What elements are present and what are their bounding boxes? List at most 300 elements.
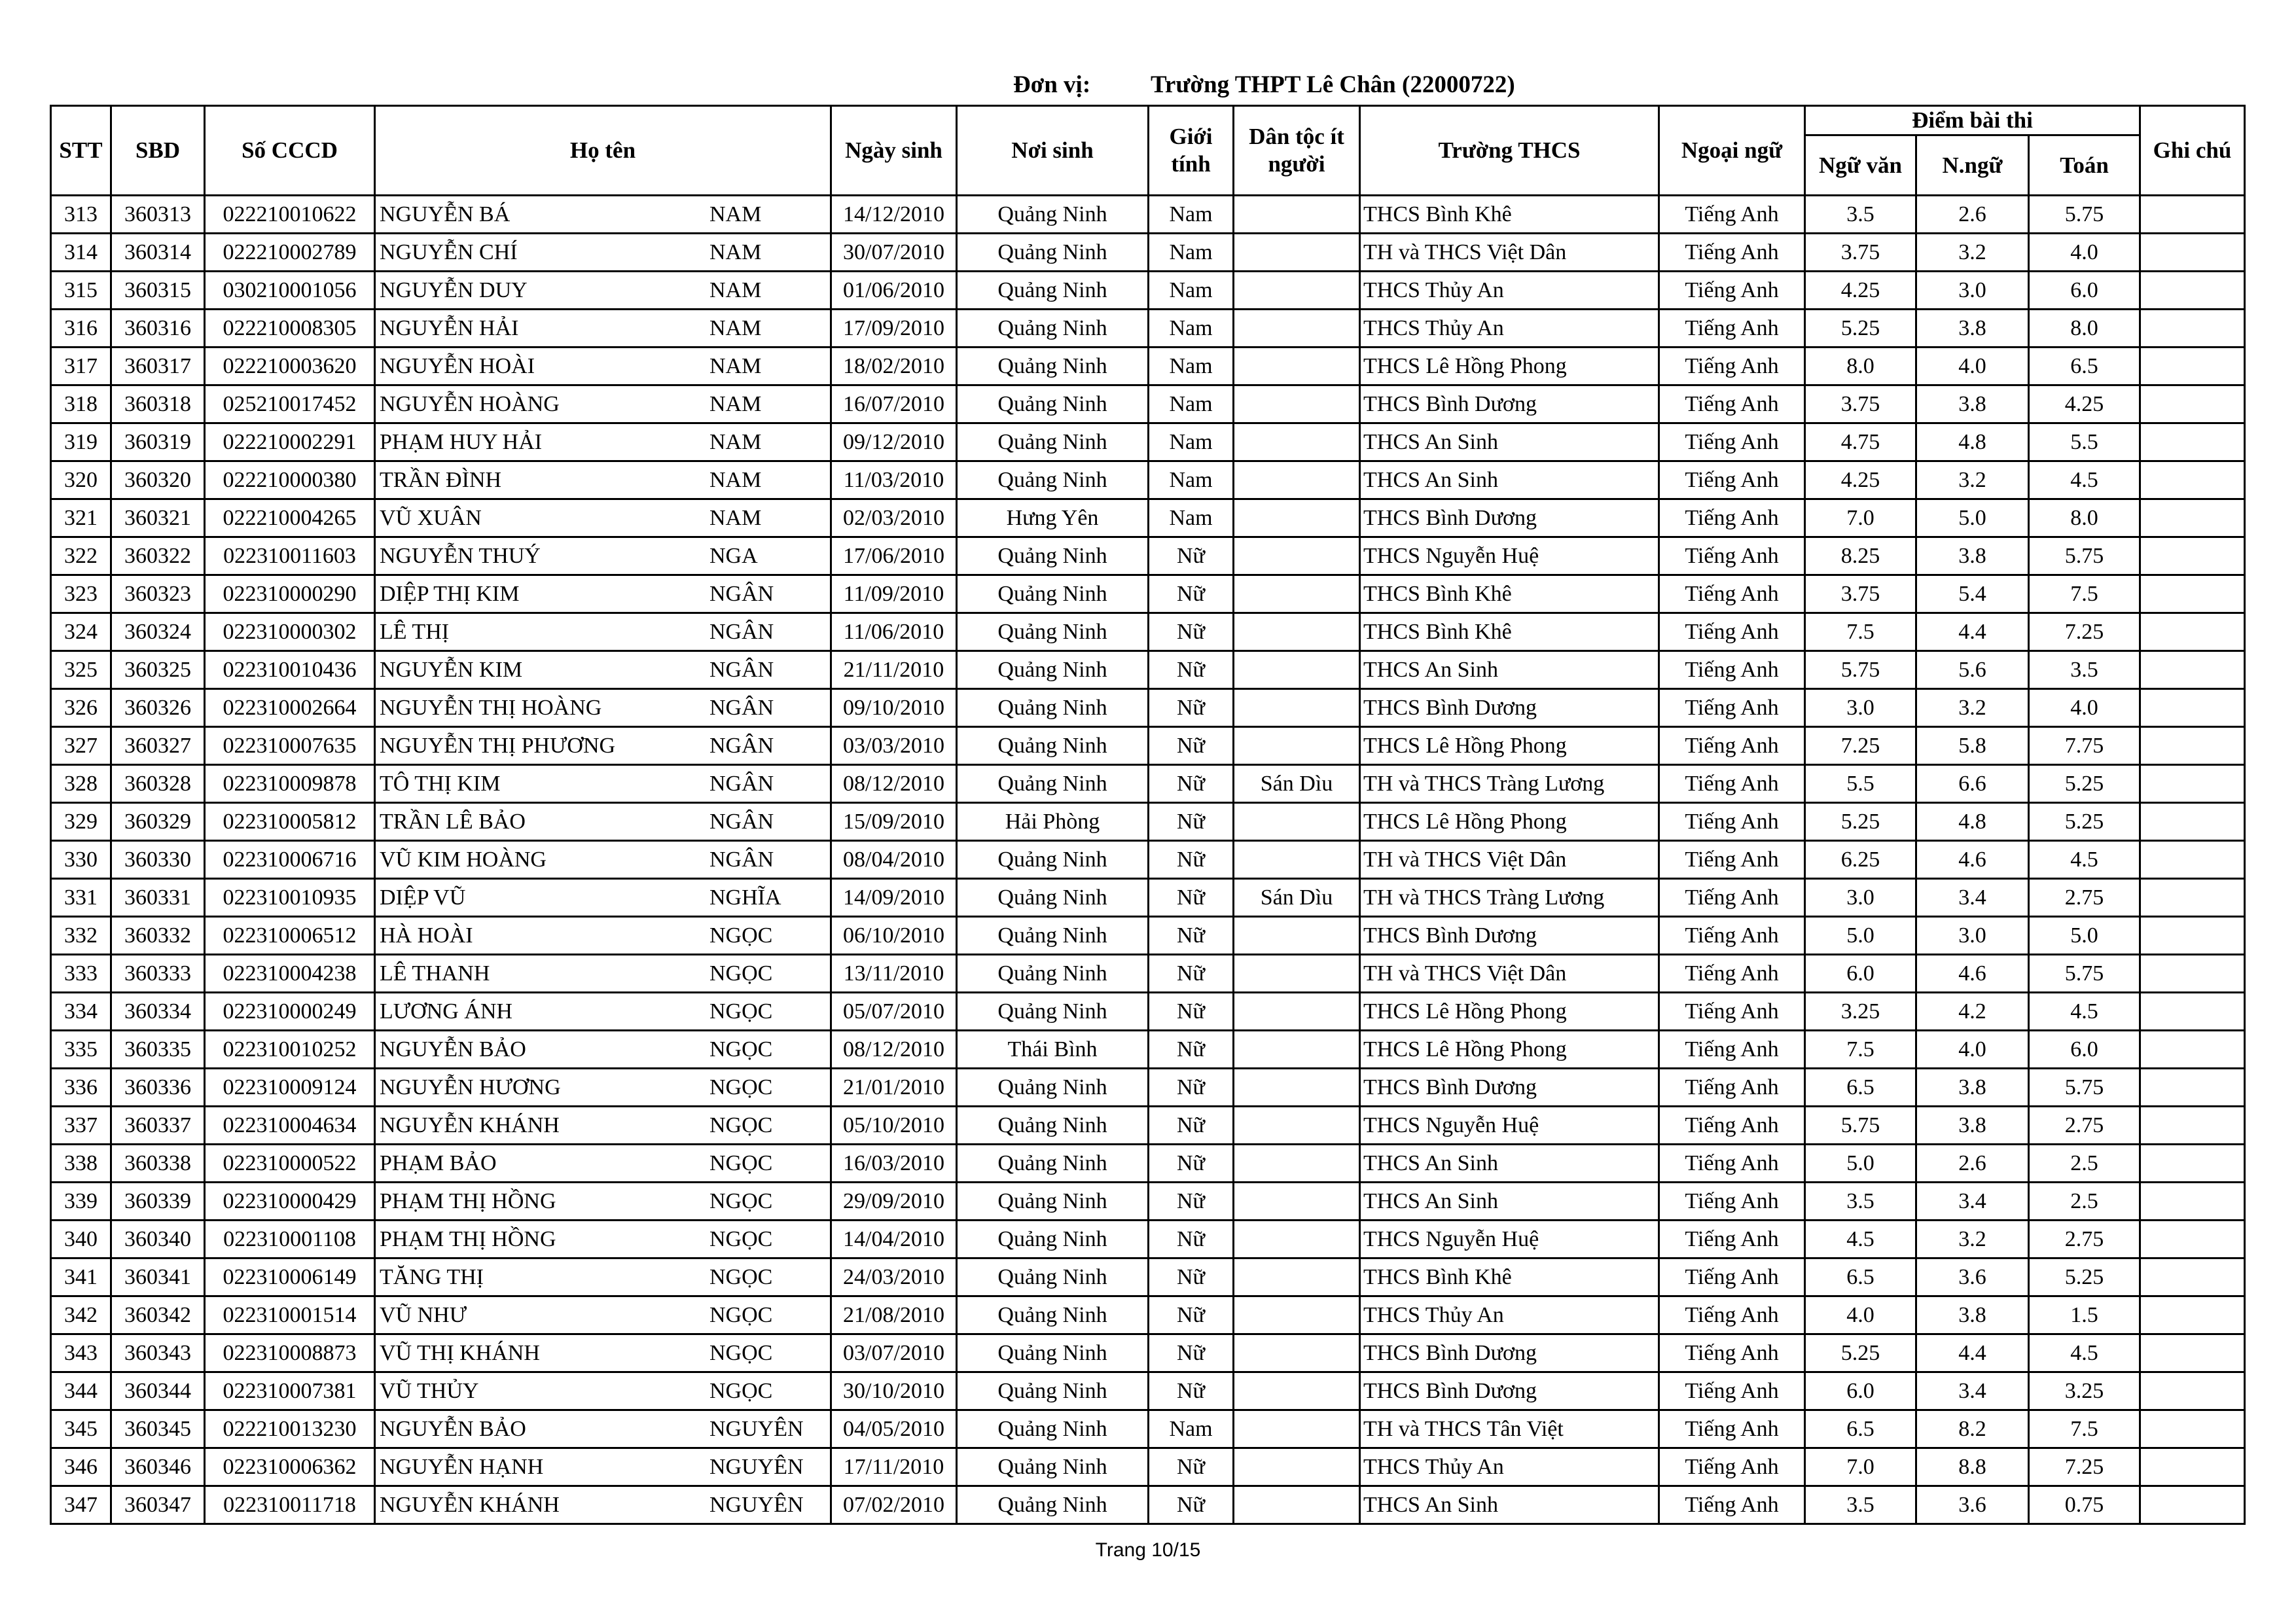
cell-dob: 05/10/2010	[831, 1107, 957, 1145]
cell-stt: 336	[51, 1069, 111, 1107]
cell-gender: Nữ	[1149, 575, 1234, 613]
cell-dob: 07/02/2010	[831, 1486, 957, 1524]
last-middle-name: TRẦN LÊ BẢO	[380, 810, 526, 834]
last-middle-name: NGUYỄN BÁ	[380, 202, 511, 226]
cell-sbd: 360320	[111, 461, 205, 499]
cell-dob: 03/07/2010	[831, 1334, 957, 1372]
cell-name	[375, 841, 831, 879]
cell-cccd: 022210013230	[205, 1410, 375, 1448]
cell-note	[2140, 348, 2245, 385]
cell-dob: 05/07/2010	[831, 993, 957, 1031]
cell-flang: 5.6	[1916, 651, 2029, 689]
cell-name	[375, 537, 831, 575]
cell-gender: Nữ	[1149, 765, 1234, 803]
cell-cccd: 022310005812	[205, 803, 375, 841]
cell-math: 6.0	[2029, 272, 2140, 310]
cell-note	[2140, 1410, 2245, 1448]
cell-pob: Quảng Ninh	[957, 385, 1149, 423]
cell-flang: 5.8	[1916, 727, 2029, 765]
cell-math: 2.75	[2029, 879, 2140, 917]
cell-gender: Nữ	[1149, 879, 1234, 917]
table-row	[51, 689, 2245, 727]
first-name: NGỌC	[709, 923, 773, 948]
cell-lit: 8.25	[1805, 537, 1916, 575]
cell-ethnic	[1234, 1410, 1360, 1448]
cell-gender: Nữ	[1149, 1183, 1234, 1221]
cell-math: 7.25	[2029, 613, 2140, 651]
last-middle-name: NGUYỄN HẠNH	[380, 1455, 544, 1479]
cell-lang: Tiếng Anh	[1659, 1334, 1805, 1372]
cell-lang: Tiếng Anh	[1659, 196, 1805, 234]
cell-lang: Tiếng Anh	[1659, 499, 1805, 537]
cell-lit: 3.75	[1805, 575, 1916, 613]
cell-pob: Quảng Ninh	[957, 689, 1149, 727]
cell-ethnic	[1234, 1145, 1360, 1183]
cell-flang: 4.8	[1916, 803, 2029, 841]
cell-name	[375, 955, 831, 993]
cell-ethnic	[1234, 272, 1360, 310]
cell-stt: 328	[51, 765, 111, 803]
cell-sbd: 360316	[111, 310, 205, 348]
cell-pob: Quảng Ninh	[957, 879, 1149, 917]
cell-flang: 3.2	[1916, 461, 2029, 499]
cell-dob: 08/04/2010	[831, 841, 957, 879]
last-middle-name: VŨ THỦY	[380, 1379, 479, 1403]
first-name: NGÂN	[709, 658, 774, 682]
cell-sbd: 360335	[111, 1031, 205, 1069]
cell-stt: 343	[51, 1334, 111, 1372]
cell-cccd: 022210004265	[205, 499, 375, 537]
cell-name	[375, 272, 831, 310]
last-middle-name: DIỆP VŨ	[380, 885, 466, 910]
cell-dob: 21/01/2010	[831, 1069, 957, 1107]
cell-sbd: 360315	[111, 272, 205, 310]
cell-pob: Quảng Ninh	[957, 993, 1149, 1031]
first-name: NGỌC	[709, 1265, 773, 1289]
cell-cccd: 022310000429	[205, 1183, 375, 1221]
cell-lit: 6.5	[1805, 1069, 1916, 1107]
cell-flang: 2.6	[1916, 196, 2029, 234]
cell-pob: Quảng Ninh	[957, 1372, 1149, 1410]
col-flang: N.ngữ	[1916, 135, 2029, 196]
cell-ethnic	[1234, 651, 1360, 689]
cell-note	[2140, 803, 2245, 841]
cell-gender: Nữ	[1149, 1069, 1234, 1107]
cell-stt: 342	[51, 1296, 111, 1334]
cell-pob: Quảng Ninh	[957, 348, 1149, 385]
cell-cccd: 022310010252	[205, 1031, 375, 1069]
cell-lit: 3.5	[1805, 1486, 1916, 1524]
col-school: Trường THCS	[1360, 106, 1659, 196]
cell-note	[2140, 461, 2245, 499]
cell-name	[375, 1372, 831, 1410]
cell-dob: 13/11/2010	[831, 955, 957, 993]
first-name: NGỌC	[709, 1037, 773, 1061]
first-name: NGUYÊN	[709, 1493, 804, 1517]
cell-name	[375, 461, 831, 499]
cell-note	[2140, 1334, 2245, 1372]
table-row	[51, 234, 2245, 272]
cell-note	[2140, 234, 2245, 272]
cell-lit: 3.0	[1805, 879, 1916, 917]
first-name: NAM	[709, 202, 762, 226]
first-name: NGỌC	[709, 1227, 773, 1251]
cell-school: THCS An Sinh	[1360, 423, 1659, 461]
table-row	[51, 879, 2245, 917]
table-row	[51, 1296, 2245, 1334]
cell-flang: 4.6	[1916, 955, 2029, 993]
last-middle-name: NGUYỄN CHÍ	[380, 240, 518, 264]
cell-school: THCS An Sinh	[1360, 1145, 1659, 1183]
cell-pob: Quảng Ninh	[957, 1145, 1149, 1183]
cell-ethnic	[1234, 499, 1360, 537]
table-row	[51, 310, 2245, 348]
cell-lang: Tiếng Anh	[1659, 461, 1805, 499]
cell-sbd: 360336	[111, 1069, 205, 1107]
cell-ethnic	[1234, 841, 1360, 879]
first-name: NAM	[709, 468, 762, 492]
cell-dob: 16/03/2010	[831, 1145, 957, 1183]
col-sbd: SBD	[111, 106, 205, 196]
cell-name	[375, 689, 831, 727]
cell-name	[375, 423, 831, 461]
last-middle-name: VŨ KIM HOÀNG	[380, 847, 547, 872]
first-name: NGÂN	[709, 772, 774, 796]
cell-lang: Tiếng Anh	[1659, 1486, 1805, 1524]
cell-lit: 6.25	[1805, 841, 1916, 879]
cell-lit: 4.5	[1805, 1221, 1916, 1258]
cell-school: TH và THCS Tân Việt	[1360, 1410, 1659, 1448]
cell-cccd: 022310001108	[205, 1221, 375, 1258]
cell-school: THCS Lê Hồng Phong	[1360, 1031, 1659, 1069]
cell-name	[375, 1031, 831, 1069]
cell-sbd: 360331	[111, 879, 205, 917]
cell-gender: Nam	[1149, 499, 1234, 537]
cell-flang: 8.8	[1916, 1448, 2029, 1486]
cell-sbd: 360326	[111, 689, 205, 727]
first-name: NGÂN	[709, 734, 774, 758]
cell-math: 3.5	[2029, 651, 2140, 689]
cell-ethnic	[1234, 993, 1360, 1031]
cell-pob: Quảng Ninh	[957, 272, 1149, 310]
cell-note	[2140, 196, 2245, 234]
cell-math: 4.0	[2029, 689, 2140, 727]
cell-pob: Quảng Ninh	[957, 955, 1149, 993]
cell-cccd: 022310000249	[205, 993, 375, 1031]
cell-math: 4.5	[2029, 461, 2140, 499]
cell-name	[375, 1486, 831, 1524]
cell-dob: 11/03/2010	[831, 461, 957, 499]
cell-name	[375, 1410, 831, 1448]
cell-dob: 14/12/2010	[831, 196, 957, 234]
cell-ethnic	[1234, 310, 1360, 348]
cell-math: 5.75	[2029, 1069, 2140, 1107]
cell-ethnic	[1234, 575, 1360, 613]
first-name: NAM	[709, 278, 762, 302]
cell-name	[375, 348, 831, 385]
cell-math: 4.25	[2029, 385, 2140, 423]
cell-cccd: 022310006362	[205, 1448, 375, 1486]
cell-school: THCS Bình Dương	[1360, 385, 1659, 423]
cell-sbd: 360319	[111, 423, 205, 461]
cell-pob: Quảng Ninh	[957, 575, 1149, 613]
last-middle-name: NGUYỄN HOÀNG	[380, 392, 560, 416]
cell-flang: 5.4	[1916, 575, 2029, 613]
cell-flang: 3.8	[1916, 1107, 2029, 1145]
cell-lit: 5.75	[1805, 651, 1916, 689]
last-middle-name: NGUYỄN DUY	[380, 278, 528, 302]
cell-lit: 6.5	[1805, 1258, 1916, 1296]
cell-stt: 339	[51, 1183, 111, 1221]
cell-flang: 8.2	[1916, 1410, 2029, 1448]
cell-school: THCS An Sinh	[1360, 1486, 1659, 1524]
cell-dob: 14/04/2010	[831, 1221, 957, 1258]
first-name: NGỌC	[709, 1075, 773, 1099]
cell-math: 7.5	[2029, 575, 2140, 613]
cell-school: THCS Thủy An	[1360, 1296, 1659, 1334]
first-name: NGÂN	[709, 847, 774, 872]
table-row	[51, 461, 2245, 499]
cell-gender: Nam	[1149, 234, 1234, 272]
cell-dob: 30/07/2010	[831, 234, 957, 272]
last-middle-name: TÔ THỊ KIM	[380, 772, 501, 796]
first-name: NGỌC	[709, 961, 773, 986]
cell-lang: Tiếng Anh	[1659, 727, 1805, 765]
col-cccd: Số CCCD	[205, 106, 375, 196]
cell-stt: 315	[51, 272, 111, 310]
cell-school: THCS Bình Khê	[1360, 1258, 1659, 1296]
cell-math: 6.5	[2029, 348, 2140, 385]
cell-pob: Quảng Ninh	[957, 651, 1149, 689]
cell-lit: 3.5	[1805, 1183, 1916, 1221]
cell-math: 5.25	[2029, 765, 2140, 803]
cell-gender: Nữ	[1149, 1258, 1234, 1296]
cell-cccd: 022210010622	[205, 196, 375, 234]
cell-gender: Nữ	[1149, 1448, 1234, 1486]
cell-flang: 3.8	[1916, 537, 2029, 575]
cell-note	[2140, 537, 2245, 575]
cell-name	[375, 1221, 831, 1258]
cell-lang: Tiếng Anh	[1659, 537, 1805, 575]
cell-name	[375, 1334, 831, 1372]
cell-cccd: 022310002664	[205, 689, 375, 727]
cell-school: THCS Bình Dương	[1360, 1069, 1659, 1107]
cell-lit: 5.0	[1805, 1145, 1916, 1183]
cell-ethnic	[1234, 1372, 1360, 1410]
cell-school: THCS Lê Hồng Phong	[1360, 803, 1659, 841]
cell-name	[375, 917, 831, 955]
cell-cccd: 022210002789	[205, 234, 375, 272]
cell-lang: Tiếng Anh	[1659, 841, 1805, 879]
cell-gender: Nữ	[1149, 689, 1234, 727]
col-note: Ghi chú	[2140, 106, 2245, 196]
first-name: NGÂN	[709, 620, 774, 644]
cell-dob: 29/09/2010	[831, 1183, 957, 1221]
cell-dob: 21/11/2010	[831, 651, 957, 689]
cell-lang: Tiếng Anh	[1659, 1221, 1805, 1258]
cell-dob: 09/12/2010	[831, 423, 957, 461]
cell-flang: 3.2	[1916, 1221, 2029, 1258]
cell-flang: 3.4	[1916, 1372, 2029, 1410]
cell-math: 4.5	[2029, 993, 2140, 1031]
last-middle-name: LÊ THỊ	[380, 620, 450, 644]
cell-lang: Tiếng Anh	[1659, 765, 1805, 803]
cell-ethnic	[1234, 917, 1360, 955]
first-name: NGỌC	[709, 1151, 773, 1175]
cell-pob: Hưng Yên	[957, 499, 1149, 537]
table-row	[51, 993, 2245, 1031]
cell-math: 7.5	[2029, 1410, 2140, 1448]
cell-stt: 338	[51, 1145, 111, 1183]
cell-gender: Nam	[1149, 461, 1234, 499]
cell-dob: 17/11/2010	[831, 1448, 957, 1486]
table-row	[51, 272, 2245, 310]
cell-sbd: 360341	[111, 1258, 205, 1296]
last-middle-name: NGUYỄN HOÀI	[380, 354, 535, 378]
cell-cccd: 022310006149	[205, 1258, 375, 1296]
col-math: Toán	[2029, 135, 2140, 196]
cell-note	[2140, 879, 2245, 917]
cell-stt: 313	[51, 196, 111, 234]
cell-school: TH và THCS Việt Dân	[1360, 234, 1659, 272]
cell-school: TH và THCS Tràng Lương	[1360, 765, 1659, 803]
cell-cccd: 022210000380	[205, 461, 375, 499]
cell-flang: 3.0	[1916, 917, 2029, 955]
cell-ethnic	[1234, 1334, 1360, 1372]
cell-lang: Tiếng Anh	[1659, 385, 1805, 423]
cell-dob: 09/10/2010	[831, 689, 957, 727]
cell-lit: 3.25	[1805, 993, 1916, 1031]
cell-lang: Tiếng Anh	[1659, 1107, 1805, 1145]
col-stt: STT	[51, 106, 111, 196]
cell-sbd: 360338	[111, 1145, 205, 1183]
cell-stt: 321	[51, 499, 111, 537]
cell-ethnic	[1234, 1183, 1360, 1221]
cell-lang: Tiếng Anh	[1659, 917, 1805, 955]
cell-gender: Nam	[1149, 196, 1234, 234]
cell-pob: Quảng Ninh	[957, 1069, 1149, 1107]
cell-stt: 314	[51, 234, 111, 272]
col-dob: Ngày sinh	[831, 106, 957, 196]
cell-gender: Nữ	[1149, 1486, 1234, 1524]
cell-note	[2140, 272, 2245, 310]
first-name: NGUYÊN	[709, 1417, 804, 1441]
cell-pob: Quảng Ninh	[957, 1296, 1149, 1334]
table-row	[51, 613, 2245, 651]
cell-cccd: 022310009878	[205, 765, 375, 803]
cell-math: 4.5	[2029, 1334, 2140, 1372]
last-middle-name: PHẠM THỊ HỒNG	[380, 1227, 556, 1251]
first-name: NGUYÊN	[709, 1455, 804, 1479]
last-middle-name: LƯƠNG ÁNH	[380, 999, 512, 1024]
cell-gender: Nam	[1149, 310, 1234, 348]
cell-sbd: 360345	[111, 1410, 205, 1448]
cell-gender: Nữ	[1149, 955, 1234, 993]
table-row	[51, 575, 2245, 613]
cell-math: 5.75	[2029, 955, 2140, 993]
cell-cccd: 022310011603	[205, 537, 375, 575]
cell-note	[2140, 727, 2245, 765]
cell-name	[375, 1448, 831, 1486]
cell-school: THCS Bình Khê	[1360, 575, 1659, 613]
cell-flang: 4.4	[1916, 613, 2029, 651]
first-name: NGA	[709, 544, 758, 568]
table-row	[51, 385, 2245, 423]
table-row	[51, 1031, 2245, 1069]
cell-note	[2140, 1258, 2245, 1296]
cell-lit: 5.25	[1805, 1334, 1916, 1372]
last-middle-name: NGUYỄN BẢO	[380, 1417, 526, 1441]
cell-cccd: 022310000302	[205, 613, 375, 651]
cell-sbd: 360344	[111, 1372, 205, 1410]
last-middle-name: NGUYỄN THUÝ	[380, 544, 541, 568]
cell-dob: 18/02/2010	[831, 348, 957, 385]
cell-lang: Tiếng Anh	[1659, 1296, 1805, 1334]
cell-note	[2140, 1448, 2245, 1486]
table-row	[51, 1410, 2245, 1448]
cell-note	[2140, 1145, 2245, 1183]
cell-name	[375, 385, 831, 423]
cell-sbd: 360327	[111, 727, 205, 765]
cell-pob: Quảng Ninh	[957, 423, 1149, 461]
cell-flang: 3.6	[1916, 1258, 2029, 1296]
cell-math: 0.75	[2029, 1486, 2140, 1524]
cell-stt: 326	[51, 689, 111, 727]
cell-flang: 2.6	[1916, 1145, 2029, 1183]
cell-math: 7.75	[2029, 727, 2140, 765]
cell-stt: 319	[51, 423, 111, 461]
cell-ethnic	[1234, 1486, 1360, 1524]
cell-name	[375, 1107, 831, 1145]
cell-stt: 334	[51, 993, 111, 1031]
table-row	[51, 1258, 2245, 1296]
cell-lang: Tiếng Anh	[1659, 272, 1805, 310]
cell-ethnic	[1234, 1221, 1360, 1258]
cell-note	[2140, 651, 2245, 689]
table-row	[51, 765, 2245, 803]
cell-flang: 5.0	[1916, 499, 2029, 537]
cell-lit: 5.75	[1805, 1107, 1916, 1145]
cell-sbd: 360346	[111, 1448, 205, 1486]
cell-school: THCS Nguyễn Huệ	[1360, 1107, 1659, 1145]
cell-ethnic	[1234, 1258, 1360, 1296]
cell-sbd: 360342	[111, 1296, 205, 1334]
cell-gender: Nam	[1149, 1410, 1234, 1448]
cell-math: 1.5	[2029, 1296, 2140, 1334]
cell-lang: Tiếng Anh	[1659, 689, 1805, 727]
cell-cccd: 022310011718	[205, 1486, 375, 1524]
last-middle-name: VŨ XUÂN	[380, 506, 482, 530]
last-middle-name: TĂNG THỊ	[380, 1265, 484, 1289]
cell-note	[2140, 499, 2245, 537]
first-name: NGHĨA	[709, 885, 781, 910]
last-middle-name: NGUYỄN THỊ PHƯƠNG	[380, 734, 616, 758]
cell-lang: Tiếng Anh	[1659, 1031, 1805, 1069]
cell-school: THCS Bình Dương	[1360, 1334, 1659, 1372]
cell-ethnic	[1234, 1069, 1360, 1107]
col-pob: Nơi sinh	[957, 106, 1149, 196]
cell-lang: Tiếng Anh	[1659, 1069, 1805, 1107]
cell-pob: Quảng Ninh	[957, 613, 1149, 651]
cell-dob: 21/08/2010	[831, 1296, 957, 1334]
cell-stt: 347	[51, 1486, 111, 1524]
table-row	[51, 917, 2245, 955]
cell-name	[375, 803, 831, 841]
cell-school: THCS Lê Hồng Phong	[1360, 727, 1659, 765]
cell-dob: 17/06/2010	[831, 537, 957, 575]
cell-flang: 3.2	[1916, 689, 2029, 727]
cell-dob: 30/10/2010	[831, 1372, 957, 1410]
